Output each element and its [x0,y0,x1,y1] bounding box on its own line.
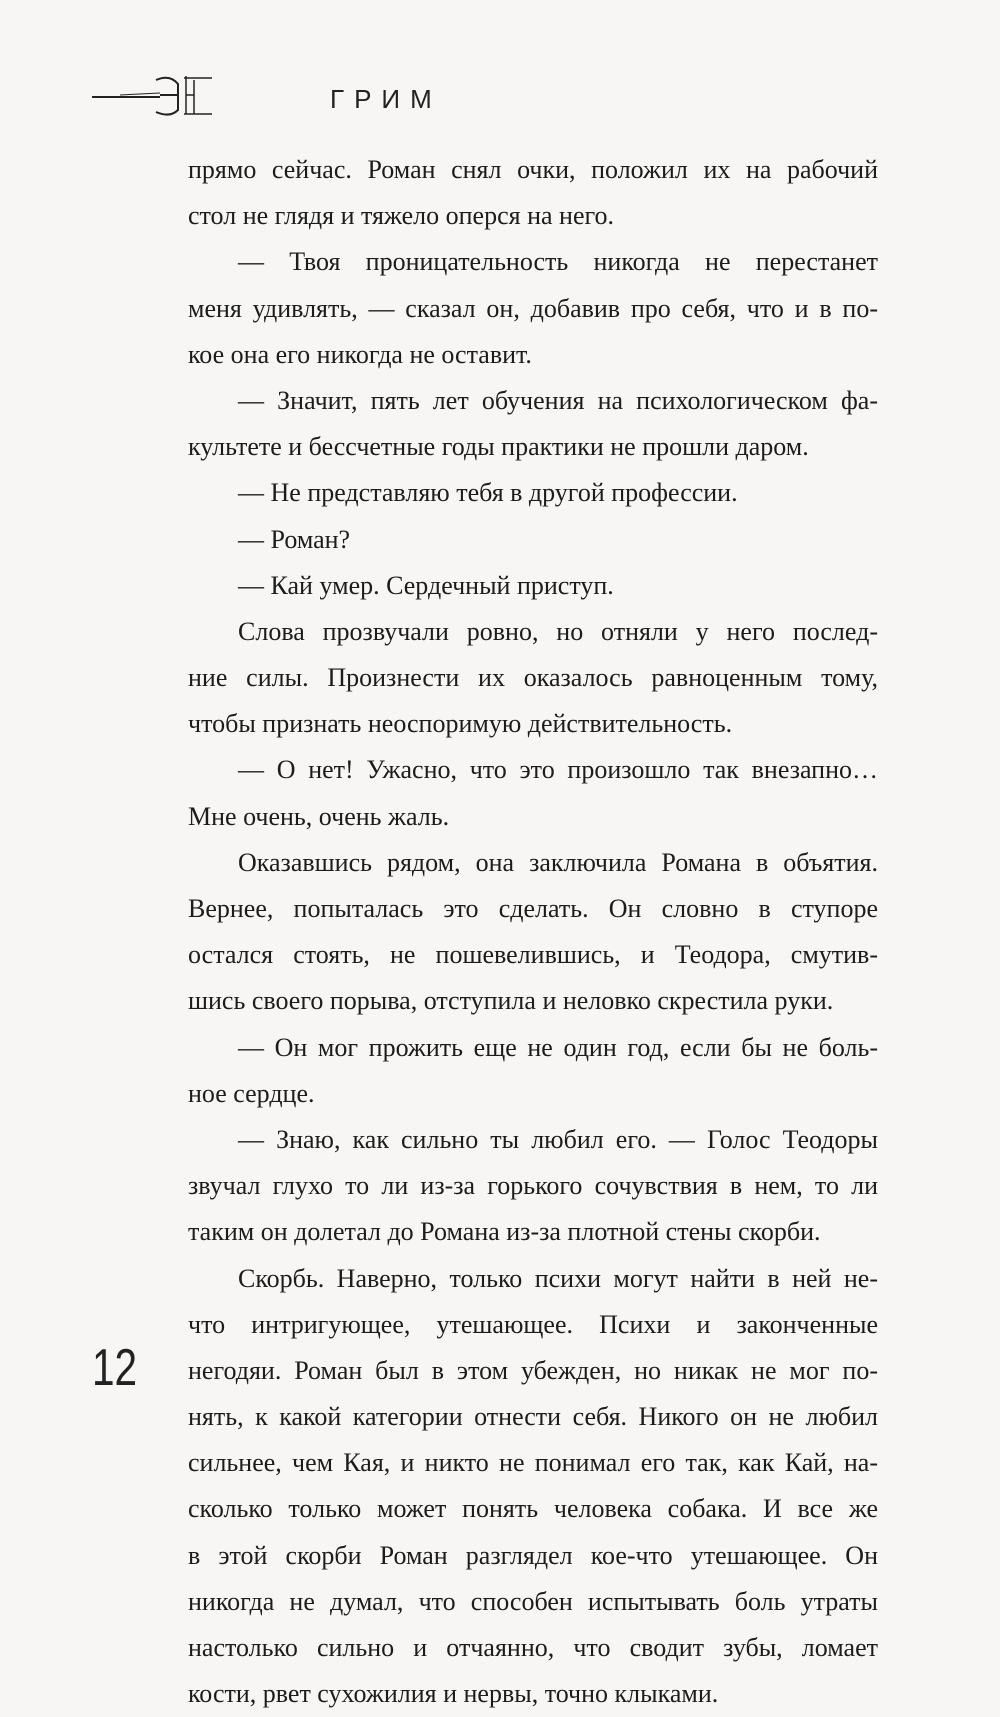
text-line: — Значит, пять лет обучения на психологическом фа- [238,385,878,415]
text-line: кое она его никогда не оставит. [188,339,532,369]
text-line: ное сердце. [188,1078,315,1108]
running-header [90,70,490,120]
text-line: звучал глухо то ли из-за горького сочувствия в нем, то ли [188,1171,878,1201]
text-line: сильнее, чем Кая, и никто не понимал его так, как Кай, на- [188,1448,878,1478]
page-number: 12 [92,1339,138,1397]
text-line: — Он мог прожить еще не один год, если бы не боль- [238,1032,878,1062]
text-line: никогда не думал, что способен испытывать боль утраты [188,1586,878,1616]
text-line: чтобы признать неоспоримую действительность. [188,709,733,739]
text-line: Мне очень, очень жаль. [188,801,450,831]
text-line: — О нет! Ужасно, что это произошло так внезапно… [238,755,878,785]
text-line: — Не представляю тебя в другой профессии. [238,478,738,508]
text-line: шись своего порыва, отступила и неловко скрестила руки. [188,986,834,1016]
text-line: Вернее, попыталась это сделать. Он словно в ступоре [188,894,878,923]
text-line: настолько сильно и отчаянно, что сводит зубы, ломает [188,1633,878,1662]
text-line: прямо сейчас. Роман снял очки, положил их на рабочий [188,155,878,184]
text-line: культете и бессчетные годы практики не прошли даром. [188,432,809,462]
stylized-e-logo-icon [90,70,230,120]
text-line: Оказавшись рядом, она заключила Романа в объятия. [238,847,878,877]
text-line: ние силы. Произнести их оказалось равноценным тому, [188,663,878,693]
text-line: остался стоять, не пошевелившись, и Теодора, смутив- [188,940,878,970]
text-line: в этой скорби Роман разглядел кое-что утешающее. Он [188,1540,878,1570]
text-line: — Твоя проницательность никогда не перестанет [238,247,878,277]
text-line: Слова прозвучали ровно, но отняли у него послед- [238,616,878,646]
text-line: что интригующее, утешающее. Психи и законченные [188,1309,878,1339]
text-line: меня удивлять, — сказал он, добавив про себя, что и в по- [188,293,878,323]
body-text [188,147,878,1717]
text-line: негодяи. Роман был в этом убежден, но никак не мог по- [188,1355,878,1385]
book-title: ГРИМ [330,84,442,114]
text-line: таким он долетал до Романа из-за плотной стены скорби. [188,1217,821,1247]
text-line: — Роман? [238,524,351,554]
text-line: нять, к какой категории отнести себя. Никого он не любил [188,1402,878,1432]
text-line: стол не глядя и тяжело оперся на него. [188,201,615,231]
text-line: сколько только может понять человека собака. И все же [188,1494,878,1524]
text-line: — Знаю, как сильно ты любил его. — Голос Теодоры [238,1124,878,1154]
text-line: — Кай умер. Сердечный приступ. [238,570,614,600]
text-line: кости, рвет сухожилия и нервы, точно клыками. [188,1679,719,1709]
text-line: Скорбь. Наверно, только психи могут найти в ней не- [238,1263,878,1293]
